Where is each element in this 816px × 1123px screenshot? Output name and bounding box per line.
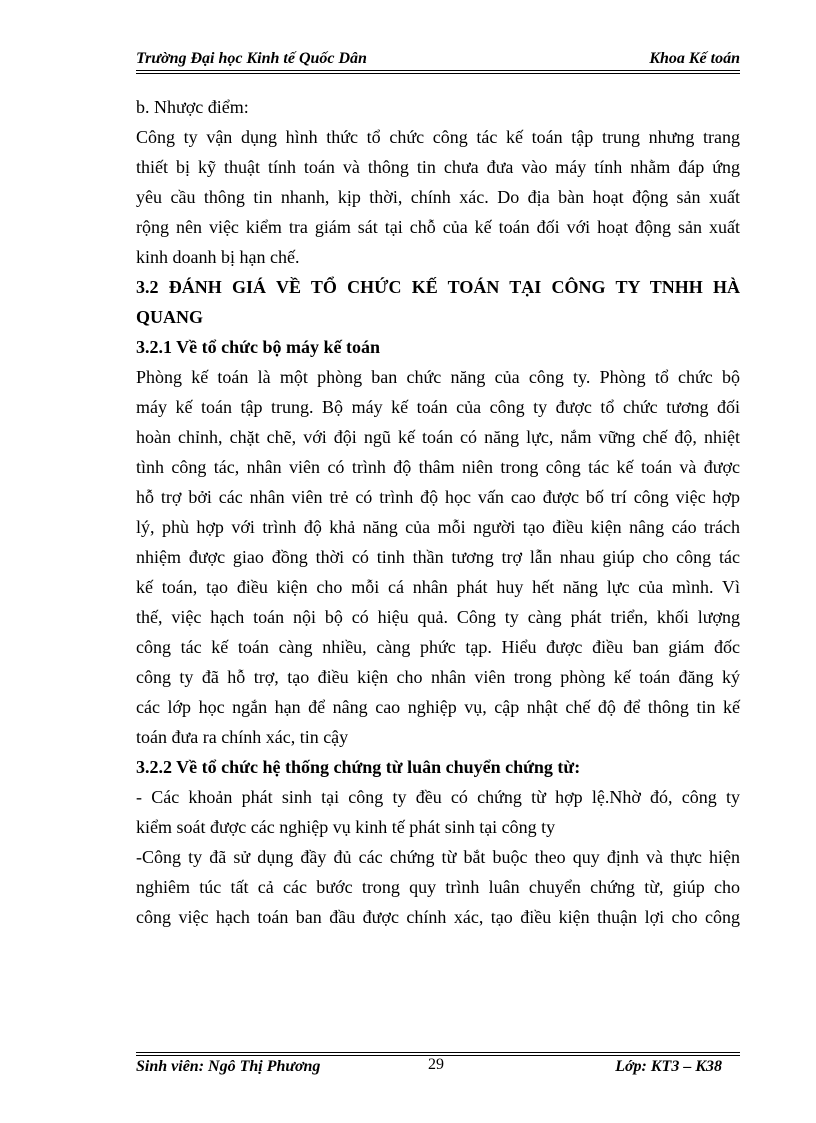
text-line: yêu cầu thông tin nhanh, kịp thời, chính xác. Do địa bàn hoạt động sản xuất (136, 187, 740, 207)
text-line: thế, việc hạch toán nội bộ có hiệu quả. Công ty càng phát triển, khối lượng (136, 607, 740, 627)
text-line: tình công tác, nhân viên có trình độ thâm niên trong công tác kế toán và được (136, 457, 740, 477)
text-line: kinh doanh bị hạn chế. (136, 247, 300, 267)
page-header (136, 48, 740, 70)
text-line: công tác kế toán càng nhiều, càng phức tạp. Hiểu được điều ban giám đốc (136, 637, 740, 657)
text-line: thiết bị kỹ thuật tính toán và thông tin chưa đưa vào máy tính nhằm đáp ứng (136, 157, 740, 177)
text-line: toán đưa ra chính xác, tin cậy (136, 727, 349, 747)
text-line: rộng nên việc kiểm tra giám sát tại chỗ của kế toán đối với hoạt động sản xuất (136, 217, 740, 237)
text-line: máy kế toán tập trung. Bộ máy kế toán của công ty được tổ chức tương đối (136, 397, 740, 417)
text-line: kiểm soát được các nghiệp vụ kinh tế phát sinh tại công ty (136, 817, 556, 837)
text-line: lý, phù hợp với trình độ khả năng của mỗi người tạo điều kiện nâng cáo trách (136, 517, 740, 537)
heading-line: 3.2.2 Về tổ chức hệ thống chứng từ luân chuyển chứng từ: (136, 757, 581, 777)
header-university: Trường Đại học Kinh tế Quốc Dân (136, 50, 367, 67)
footer-student: Sinh viên: Ngô Thị Phương (136, 1058, 321, 1075)
text-line: - Các khoản phát sinh tại công ty đều có chứng từ hợp lệ.Nhờ đó, công ty (136, 787, 740, 807)
header-department: Khoa Kế toán (649, 50, 740, 67)
heading-line: 3.2.1 Về tổ chức bộ máy kế toán (136, 337, 380, 357)
document-body (136, 92, 740, 932)
page-footer (136, 1056, 740, 1078)
page-number: 29 (428, 1056, 444, 1073)
text-line: Công ty vận dụng hình thức tổ chức công tác kế toán tập trung nhưng trang (136, 127, 740, 147)
header-rule (136, 70, 740, 74)
heading-line: 3.2 ĐÁNH GIÁ VỀ TỔ CHỨC KẾ TOÁN TẠI CÔNG TY TNHH HÀ (136, 277, 740, 297)
text-line: b. Nhược điểm: (136, 97, 249, 117)
heading-line: QUANG (136, 307, 203, 327)
text-line: công việc hạch toán ban đầu được chính xác, tạo điều kiện thuận lợi cho công (136, 907, 740, 927)
text-line: hỗ trợ bởi các nhân viên trẻ có trình độ học vấn cao được bố trí công việc hợp (136, 487, 740, 507)
footer-class: Lớp: KT3 – K38 (615, 1058, 722, 1075)
text-line: các lớp học ngắn hạn để nâng cao nghiệp vụ, cập nhật chế độ để thông tin kế (136, 697, 740, 717)
text-line: công ty đã hỗ trợ, tạo điều kiện cho nhân viên trong phòng kế toán đăng ký (136, 667, 740, 687)
text-line: kế toán, tạo điều kiện cho mỗi cá nhân phát huy hết năng lực của mình. Vì (136, 577, 740, 597)
text-line: Phòng kế toán là một phòng ban chức năng của công ty. Phòng tổ chức bộ (136, 367, 740, 387)
text-line: -Công ty đã sử dụng đầy đủ các chứng từ bắt buộc theo quy định và thực hiện (136, 847, 740, 867)
text-line: hoàn chỉnh, chặt chẽ, với đội ngũ kế toán có năng lực, nắm vững chế độ, nhiệt (136, 427, 740, 447)
text-line: nhiệm được giao đồng thời có tinh thần tương trợ lẫn nhau giúp cho công tác (136, 547, 740, 567)
text-line: nghiêm túc tất cả các bước trong quy trình luân chuyển chứng từ, giúp cho (136, 877, 740, 897)
